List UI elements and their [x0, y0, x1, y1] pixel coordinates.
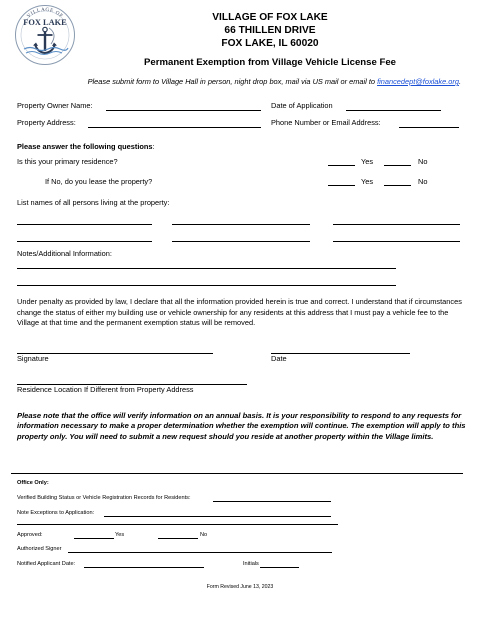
person-name-field[interactable]	[333, 241, 460, 242]
notified-date-field[interactable]	[84, 567, 204, 568]
verified-status-label: Verified Building Status or Vehicle Registration Records for Residents:	[17, 495, 191, 501]
notified-date-label: Notified Applicant Date:	[17, 561, 76, 567]
initials-label: Initials	[243, 561, 259, 567]
office-only-heading: Office Only:	[17, 480, 49, 486]
village-name: VILLAGE OF FOX LAKE	[212, 12, 328, 23]
phone-email-field[interactable]	[399, 127, 459, 128]
village-seal-logo	[14, 4, 76, 66]
questions-heading	[17, 142, 155, 151]
exceptions-label: Note Exceptions to Application:	[17, 510, 95, 516]
instructions-end: .	[458, 77, 461, 86]
anchor-icon	[14, 4, 76, 66]
questions-heading-colon: :	[152, 142, 155, 151]
verified-status-field[interactable]	[213, 501, 331, 502]
date-application-label: Date of Application	[271, 101, 333, 110]
submission-instructions	[88, 77, 461, 86]
q2-no-blank[interactable]	[384, 185, 411, 186]
approved-yes-blank[interactable]	[74, 538, 114, 539]
person-name-field[interactable]	[172, 241, 310, 242]
property-address-label: Property Address:	[17, 118, 76, 127]
approved-yes-label: Yes	[115, 532, 125, 538]
verification-notice: Please note that the office will verify information on an annual basis. It is your responsibility to respond to any requests for information necessary to make a proper determination whether the exemption will continue. The exemption will apply to this property only. You will need to submit a new request should you reside at another property within the Village limits.	[17, 411, 466, 441]
person-name-field[interactable]	[172, 224, 310, 225]
seal-main-text: FOX LAKE	[23, 18, 67, 27]
date-application-field[interactable]	[346, 110, 441, 111]
q1-no-blank[interactable]	[384, 165, 411, 166]
instructions-text: Please submit form to Village Hall in person, night drop box, mail via US mail or email to	[87, 77, 375, 86]
notes-field-line-2[interactable]	[17, 285, 396, 286]
phone-email-label: Phone Number or Email Address:	[271, 118, 381, 127]
owner-name-field[interactable]	[106, 110, 261, 111]
notes-field-line-1[interactable]	[17, 268, 396, 269]
seal-ring-text: VILLAGE OF	[25, 6, 65, 20]
q1-yes-label: Yes	[361, 157, 374, 166]
q2-yes-label: Yes	[361, 177, 374, 186]
email-link[interactable]: financedept@foxlake.org	[377, 77, 459, 86]
office-divider	[11, 473, 463, 474]
form-title: Permanent Exemption from Village Vehicle License Fee	[143, 57, 397, 68]
exceptions-field[interactable]	[104, 516, 331, 517]
form-revision-date: Form Revised June 13, 2023	[206, 584, 274, 590]
approved-no-blank[interactable]	[158, 538, 198, 539]
declaration-text: Under penalty as provided by law, I declare that all the information provided herein is true and correct. I understand that if circumstances change the status of either my building use or vehicle ownership for any residents at this address that I must pay a vehicle fee to the Village at that time and the permanent exemption status will be removed.	[17, 297, 462, 328]
questions-heading-text: Please answer the following questions	[17, 142, 153, 151]
exceptions-field-line-2[interactable]	[17, 524, 338, 525]
person-name-field[interactable]	[17, 224, 152, 225]
person-name-field[interactable]	[333, 224, 460, 225]
owner-name-label: Property Owner Name:	[17, 101, 93, 110]
person-name-field[interactable]	[17, 241, 152, 242]
village-city: FOX LAKE, IL 60020	[221, 38, 319, 49]
q1-no-label: No	[418, 157, 428, 166]
approved-label: Approved:	[17, 532, 43, 538]
q2-yes-blank[interactable]	[328, 185, 355, 186]
signature-date-label: Date	[271, 354, 287, 363]
property-address-field[interactable]	[88, 127, 261, 128]
authorized-signer-field[interactable]	[68, 552, 332, 553]
village-street: 66 THILLEN DRIVE	[224, 25, 316, 36]
signature-label: Signature	[17, 354, 49, 363]
primary-residence-question: Is this your primary residence?	[17, 157, 118, 166]
residence-location-label: Residence Location If Different from Property Address	[17, 385, 194, 394]
persons-label: List names of all persons living at the property:	[17, 198, 170, 207]
lease-question: If No, do you lease the property?	[45, 177, 153, 186]
signature-date-field[interactable]	[271, 353, 410, 354]
authorized-signer-label: Authorized Signer	[17, 546, 62, 552]
initials-field[interactable]	[260, 567, 299, 568]
q1-yes-blank[interactable]	[328, 165, 355, 166]
q2-no-label: No	[418, 177, 428, 186]
approved-no-label: No	[200, 532, 208, 538]
notes-label: Notes/Additional Information:	[17, 249, 112, 258]
